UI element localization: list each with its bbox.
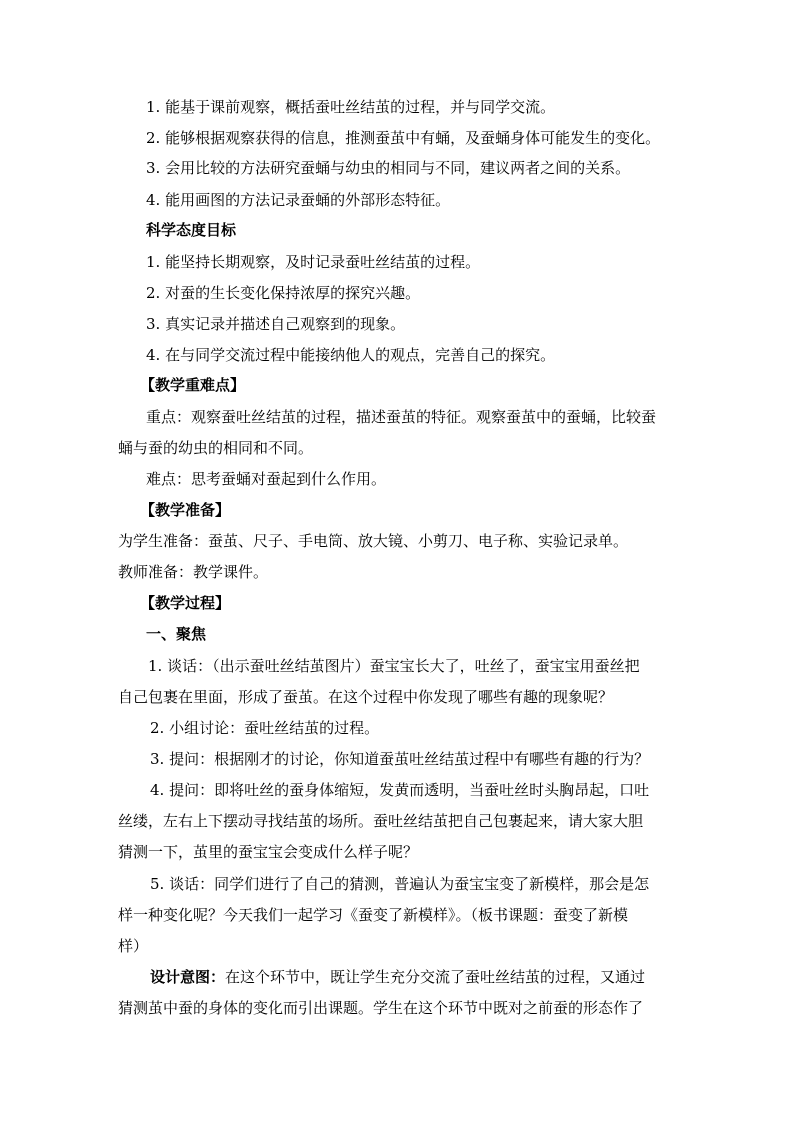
attitude-heading: 科学态度目标 — [146, 221, 237, 239]
step-4-line-2: 丝缕，左右上下摆动寻找结茧的场所。蚕吐丝结茧把自己包裹起来，请大家大胆 — [118, 812, 644, 830]
attitude-goal-2: 2. 对蚕的生长变化保持浓厚的探究兴趣。 — [146, 284, 421, 302]
preparation-heading: 【教学准备】 — [140, 501, 231, 519]
skill-goal-4: 4. 能用画图的方法记录蚕蛹的外部形态特征。 — [146, 191, 451, 209]
step-5-line-2: 样一种变化呢？今天我们一起学习《蚕变了新模样》。（板书课题：蚕变了新模 — [118, 906, 629, 924]
step-5-line-1: 5. 谈话：同学们进行了自己的猜测，普遍认为蚕宝宝变了新模样，那会是怎 — [150, 875, 650, 893]
step-3: 3. 提问：根据刚才的讨论，你知道蚕茧吐丝结茧过程中有哪些有趣的行为？ — [150, 750, 650, 768]
step-2: 2. 小组讨论：蚕吐丝结茧的过程。 — [150, 719, 380, 737]
focus-heading: 一、聚焦 — [146, 625, 207, 643]
attitude-goal-1: 1. 能坚持长期观察，及时记录蚕吐丝结茧的过程。 — [146, 253, 481, 271]
attitude-goal-3: 3. 真实记录并描述自己观察到的现象。 — [146, 315, 406, 333]
process-heading: 【教学过程】 — [140, 594, 231, 612]
design-intent-label: 设计意图： — [150, 968, 226, 986]
attitude-goal-4: 4. 在与同学交流过程中能接纳他人的观点，完善自己的探究。 — [146, 346, 556, 364]
key-point-line-1: 重点：观察蚕吐丝结茧的过程，描述蚕茧的特征。观察蚕茧中的蚕蛹，比较蚕 — [146, 408, 657, 426]
skill-goal-2: 2. 能够根据观察获得的信息，推测蚕茧中有蛹，及蚕蛹身体可能发生的变化。 — [146, 129, 661, 147]
skill-goal-3: 3. 会用比较的方法研究蚕蛹与幼虫的相同与不同，建议两者之间的关系。 — [146, 159, 631, 177]
step-4-line-1: 4. 提问：即将吐丝的蚕身体缩短，发黄而透明，当蚕吐丝时头胸昂起，口吐 — [150, 781, 650, 799]
design-intent-line-1 — [150, 967, 645, 987]
step-5-line-3: 样） — [118, 937, 149, 955]
difficulty-point: 难点：思考蚕蛹对蚕起到什么作用。 — [146, 470, 387, 488]
student-preparation: 为学生准备：蚕茧、尺子、手电筒、放大镜、小剪刀、电子称、实验记录单。 — [118, 532, 629, 550]
key-point-line-2: 蛹与蚕的幼虫的相同和不同。 — [118, 439, 314, 457]
teacher-preparation: 教师准备：教学课件。 — [118, 563, 269, 581]
skill-goal-1: 1. 能基于课前观察，概括蚕吐丝结茧的过程，并与同学交流。 — [146, 98, 556, 116]
step-4-line-3: 猜测一下，茧里的蚕宝宝会变成什么样子呢？ — [118, 843, 419, 861]
step-1-line-2: 自己包裹在里面，形成了蚕茧。在这个过程中你发现了哪些有趣的现象呢？ — [118, 688, 614, 706]
design-intent-line-2: 猜测茧中蚕的身体的变化而引出课题。学生在这个环节中既对之前蚕的形态作了 — [118, 999, 644, 1017]
step-1-line-1: 1. 谈话：（出示蚕吐丝结茧图片）蚕宝宝长大了，吐丝了，蚕宝宝用蚕丝把 — [148, 657, 640, 675]
key-difficulty-heading: 【教学重难点】 — [140, 376, 246, 394]
design-intent-text: 在这个环节中，既让学生充分交流了蚕吐丝结茧的过程，又通过 — [225, 968, 646, 986]
